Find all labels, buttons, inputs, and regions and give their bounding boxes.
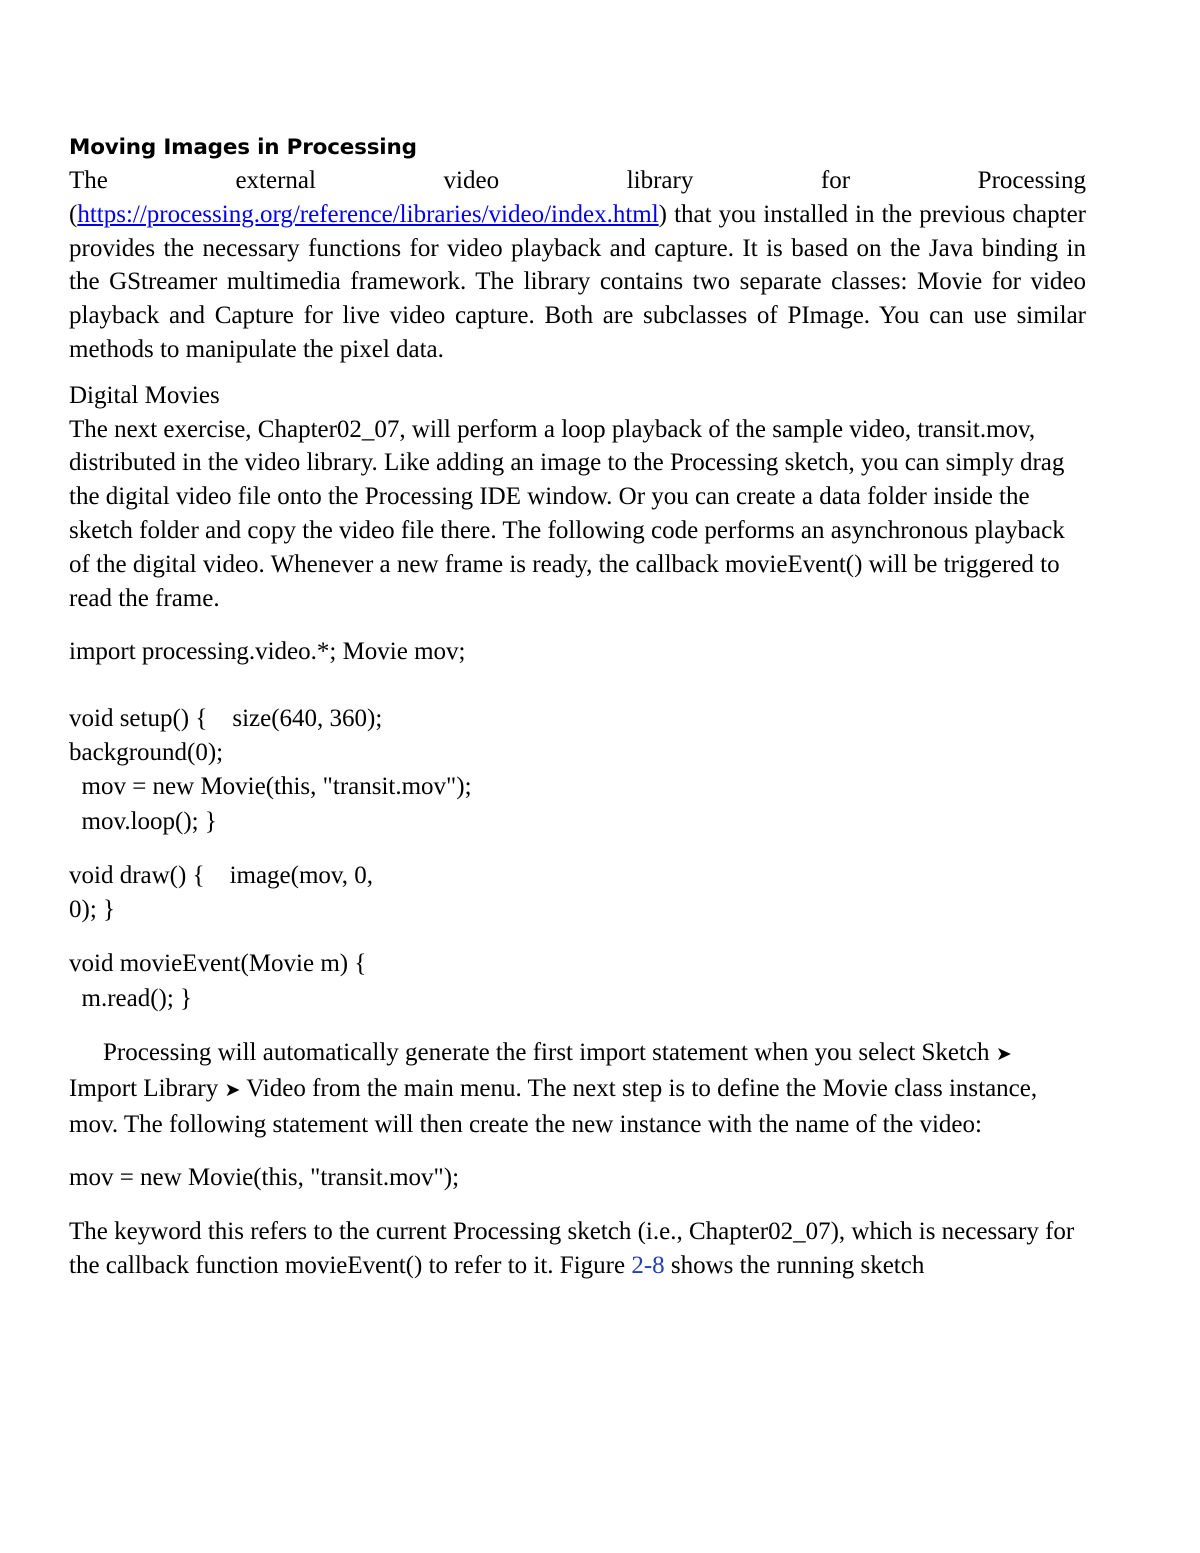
code-event-line-1: void movieEvent(Movie m) { (69, 950, 367, 978)
menu-arrow-icon: ➤ (995, 1043, 1012, 1066)
code-setup-line-4: mov.loop(); } (69, 807, 217, 835)
closing-paragraph (69, 1215, 1086, 1283)
explain-text-1: Processing will automatically generate the first import statement when you select Sketch (103, 1039, 996, 1067)
explain-text-2: Import Library (69, 1074, 225, 1102)
code-setup-line-3: mov = new Movie(this, "transit.mov"); (69, 773, 472, 801)
code-event-line-2: m.read(); } (69, 984, 193, 1012)
link-close-paren: ) (658, 200, 667, 228)
intro-paragraph (69, 198, 1086, 367)
menu-arrow-icon: ➤ (224, 1078, 241, 1101)
intro-text: that you installed in the previous chapter provides the necessary functions for video playback and capture. It is based on the Java binding in the GStreamer multimedia framework. The library contains two separate classes: Movie for video playback and Capture for live video capture. Both are subclasses of PImage. You can use similar methods to manipulate the pixel data. (69, 200, 1086, 363)
document-content (69, 131, 1086, 1283)
page-title: Moving Images in Processing (69, 135, 417, 160)
code-setup-line-1: void setup() { size(640, 360); (69, 704, 383, 732)
section-title: Digital Movies (69, 381, 220, 409)
section-body: The next exercise, Chapter02_07, will perform a loop playback of the sample video, transit.mov, distributed in the video library. Like adding an image to the Processing sketch, you can simply drag the digital video file onto the Processing IDE window. Or you can create a data folder inside the sketch folder and copy the video file there. The following code performs an asynchronous playback of the digital video. Whenever a new frame is ready, the callback movieEvent() will be triggered to read the frame. (69, 415, 1065, 612)
video-library-link[interactable]: https://processing.org/reference/libraries/video/index.html (77, 200, 659, 228)
code-draw-line-2: 0); } (69, 896, 116, 924)
code-draw-line-1: void draw() { image(mov, 0, (69, 861, 374, 889)
figure-reference-link[interactable]: 2-8 (631, 1252, 665, 1280)
intro-first-line: The external video library for Processing (69, 167, 1086, 194)
code-setup-line-2: background(0); (69, 738, 224, 766)
movie-statement: mov = new Movie(this, "transit.mov"); (69, 1164, 460, 1192)
code-import-line: import processing.video.*; Movie mov; (69, 638, 466, 666)
closing-text-2: shows the running sketch (664, 1252, 925, 1280)
closing-text-1: The keyword this refers to the current Processing sketch (i.e., Chapter02_07), which is necessary for the callback function movieEvent() to refer to it. Figure (69, 1218, 1075, 1280)
explain-paragraph (69, 1036, 1086, 1141)
link-open-paren: ( (69, 200, 78, 228)
explain-text-3: Video from the main menu. The next step is to define the Movie class instance, mov. The following statement will then create the new instance with the name of the video: (69, 1074, 1038, 1138)
